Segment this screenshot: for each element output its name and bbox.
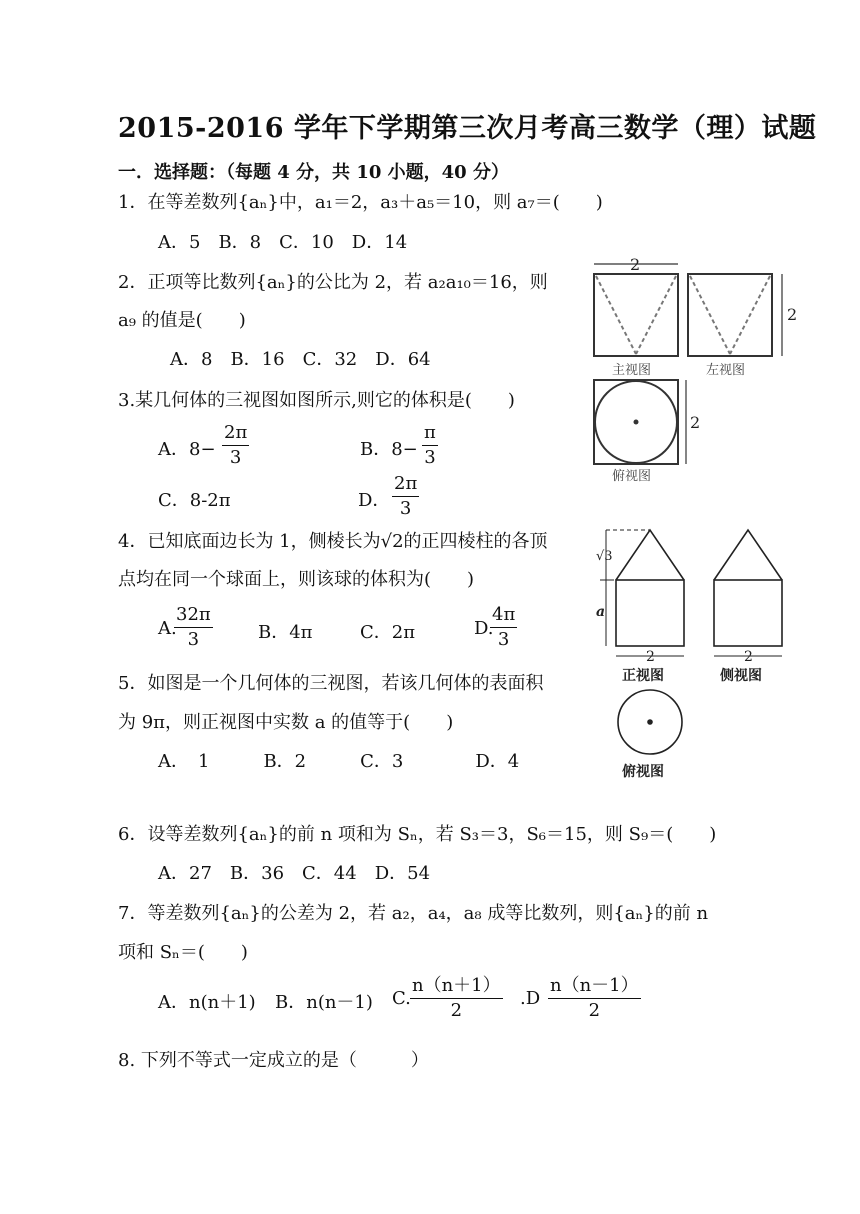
fraction-denominator: 3 xyxy=(229,447,242,468)
front-width-label: 2 xyxy=(646,649,655,665)
question-4-option-b: B．4π xyxy=(258,622,313,643)
front-view-roof xyxy=(616,530,684,580)
question-7-option-c-label: C. xyxy=(392,988,411,1009)
question-7-option-d-label: .D xyxy=(520,988,541,1009)
question-4-option-d-label: D. xyxy=(474,618,494,639)
question-4-option-c: C．2π xyxy=(360,622,416,643)
question-3-three-view-figure xyxy=(586,256,806,492)
fraction-denominator: 3 xyxy=(187,629,200,650)
left-view-dashed-line xyxy=(730,276,770,354)
question-3-option-b-fraction xyxy=(422,421,438,470)
question-2-options: A．8 B．16 C．32 D．64 xyxy=(170,349,431,370)
fraction-numerator: π xyxy=(422,421,438,446)
question-6: 6．设等差数列{aₙ}的前 n 项和为 Sₙ，若 S₃＝3，S₆＝15，则 S₉＝( ) xyxy=(118,824,717,845)
front-view-label: 正视图 xyxy=(622,668,664,684)
top-dimension-label: 2 xyxy=(630,256,641,274)
left-view-square xyxy=(688,274,772,356)
question-7-option-d-fraction xyxy=(548,974,641,1023)
question-3-option-d-fraction xyxy=(392,472,419,521)
side-view-roof xyxy=(714,530,782,580)
front-view-dashed-line xyxy=(596,276,636,354)
front-view-body xyxy=(616,580,684,646)
front-view-square xyxy=(594,274,678,356)
question-4-option-a-label: A. xyxy=(158,618,177,639)
question-8: 8. 下列不等式一定成立的是（ ） xyxy=(118,1050,429,1071)
top-view-center-dot xyxy=(634,420,639,425)
page-title: 2015-2016 学年下学期第三次月考高三数学（理）试题 xyxy=(118,113,817,144)
question-4-option-d-fraction xyxy=(490,603,517,652)
fraction-denominator: 2 xyxy=(450,1000,463,1021)
fraction-numerator: 4π xyxy=(490,603,517,628)
front-view-label: 主视图 xyxy=(612,363,652,378)
question-4-line-2: 点均在同一个球面上，则该球的体积为( ) xyxy=(118,569,475,590)
left-view-label: 左视图 xyxy=(706,363,746,378)
fraction-numerator: 2π xyxy=(392,472,419,497)
question-2-line-1: 2．正项等比数列{aₙ}的公比为 2，若 a₂a₁₀＝16，则 xyxy=(118,272,548,293)
question-7-option-b: B．n(n－1) xyxy=(275,992,373,1013)
fraction-denominator: 3 xyxy=(399,498,412,519)
fraction-denominator: 2 xyxy=(588,1000,601,1021)
question-5-three-view-figure xyxy=(596,522,796,784)
top-view-label: 俯视图 xyxy=(622,764,664,780)
question-3-option-c: C．8-2π xyxy=(158,490,231,511)
question-5-line-2: 为 9π，则正视图中实数 a 的值等于( ) xyxy=(118,712,454,733)
fraction-numerator: n（n＋1） xyxy=(410,974,503,999)
question-5-line-1: 5．如图是一个几何体的三视图，若该几何体的表面积 xyxy=(118,673,544,694)
question-3-option-a-label: A．8− xyxy=(158,439,216,460)
question-7-line-1: 7．等差数列{aₙ}的公差为 2，若 a₂，a₄，a₈ 成等比数列，则{aₙ}的前 n xyxy=(118,903,709,924)
question-7-option-c-fraction xyxy=(410,974,503,1023)
question-5-options: A． 1 B．2 C．3 D．4 xyxy=(158,751,520,772)
question-1-options: A．5 B．8 C．10 D．14 xyxy=(158,232,408,253)
top-view-center-dot xyxy=(647,719,653,725)
section-heading: 一．选择题：（每题 4 分，共 10 小题，40 分） xyxy=(118,162,509,183)
top-view-label: 俯视图 xyxy=(612,469,652,484)
side-width-label: 2 xyxy=(744,649,753,665)
dimension-a-label: a xyxy=(596,604,606,620)
fraction-numerator: 32π xyxy=(174,603,213,628)
bottom-dimension-label: 2 xyxy=(690,413,701,432)
fraction-numerator: n（n－1） xyxy=(548,974,641,999)
question-2-line-2: a₉ 的值是( ) xyxy=(118,310,246,331)
question-3-option-a-fraction xyxy=(222,421,249,470)
left-view-dashed-line xyxy=(690,276,730,354)
front-view-dashed-line xyxy=(636,276,676,354)
dimension-sqrt3-label: √3 xyxy=(596,549,613,564)
question-3-option-d-label: D． xyxy=(358,490,391,511)
question-1: 1．在等差数列{aₙ}中，a₁＝2，a₃＋a₅＝10，则 a₇＝( ) xyxy=(118,192,603,213)
side-dimension-label: 2 xyxy=(787,305,798,324)
fraction-denominator: 3 xyxy=(497,629,510,650)
question-4-line-1: 4．已知底面边长为 1，侧棱长为√2的正四棱柱的各顶 xyxy=(118,531,548,552)
fraction-denominator: 3 xyxy=(424,447,436,468)
question-4-option-a-fraction xyxy=(174,603,213,652)
question-6-options: A．27 B．36 C．44 D．54 xyxy=(158,863,431,884)
fraction-numerator: 2π xyxy=(222,421,249,446)
side-view-body xyxy=(714,580,782,646)
question-7-line-2: 项和 Sₙ＝( ) xyxy=(118,942,248,963)
question-7-option-a: A．n(n＋1) xyxy=(158,992,256,1013)
question-3-option-b-label: B．8− xyxy=(360,439,418,460)
question-3: 3.某几何体的三视图如图所示,则它的体积是( ) xyxy=(118,390,515,411)
side-view-label: 侧视图 xyxy=(720,668,762,684)
